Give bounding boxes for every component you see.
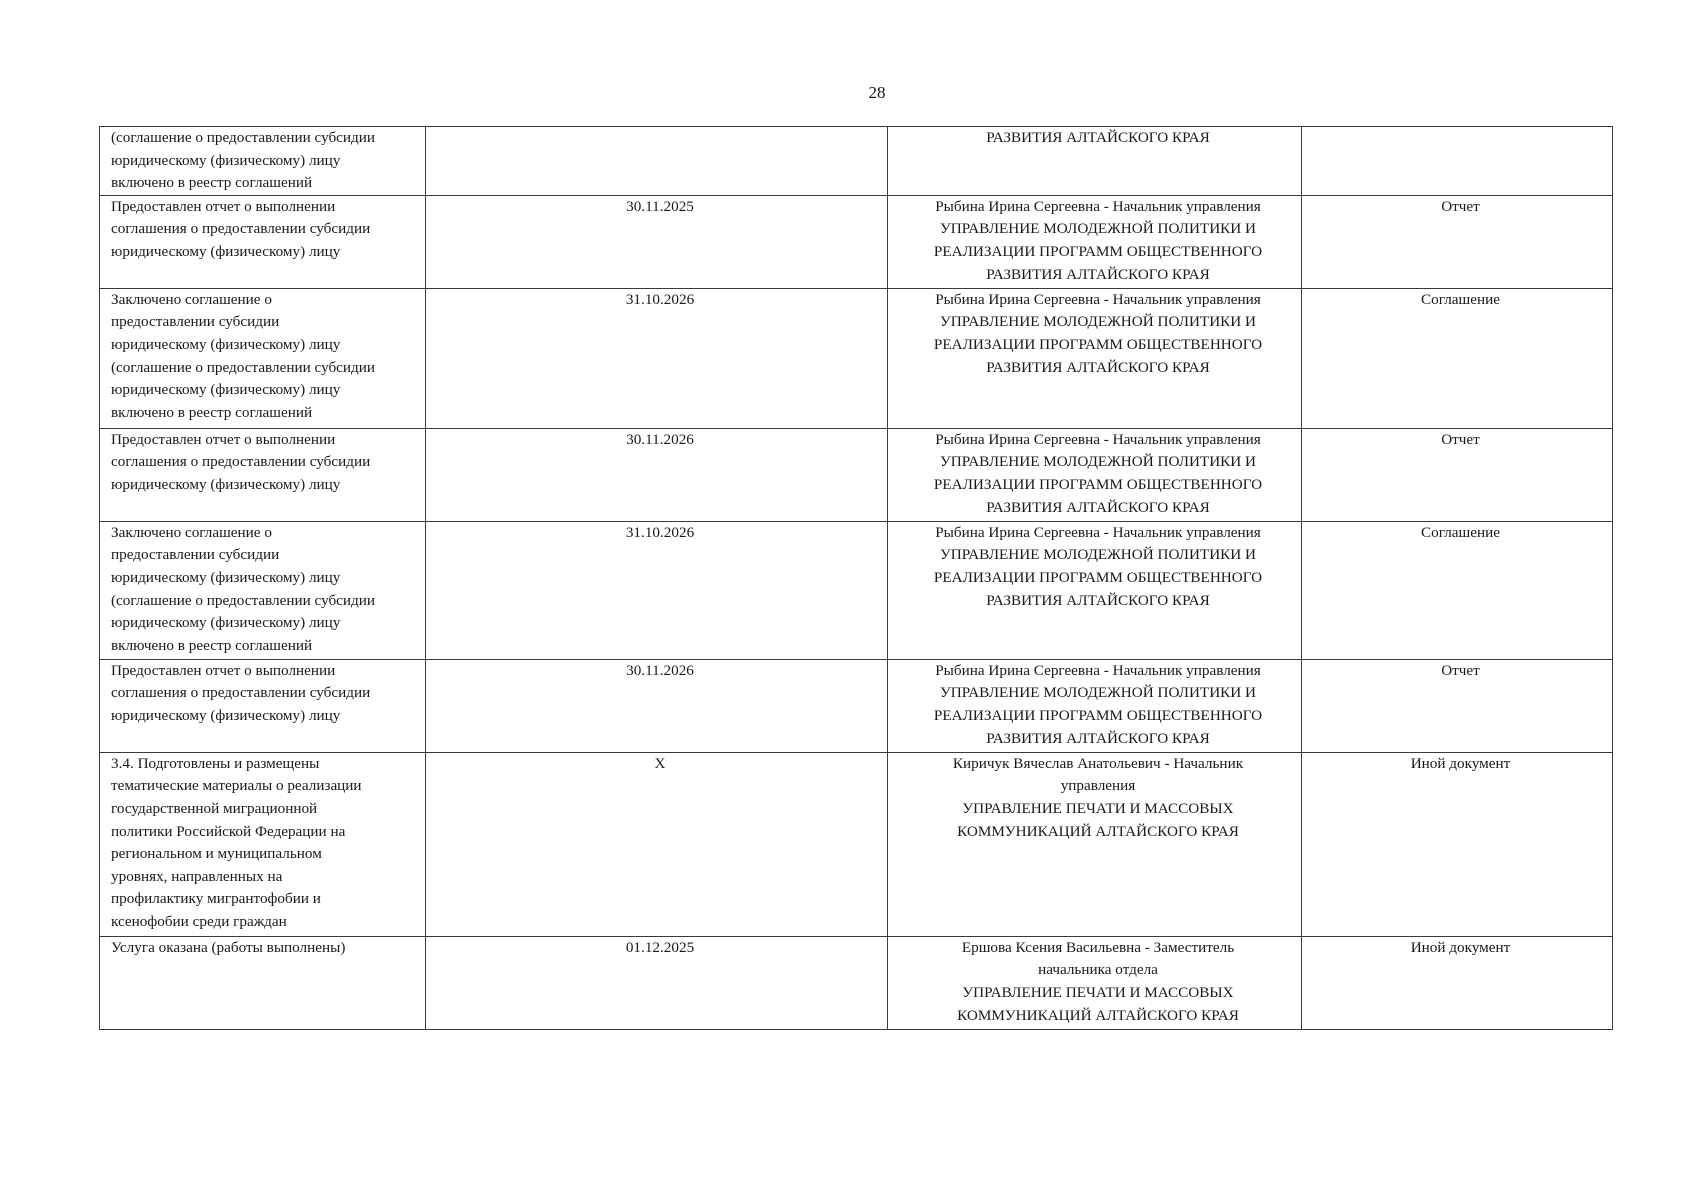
document-type-cell: Иной документ [1302,752,1613,936]
responsible-org: УПРАВЛЕНИЕ ПЕЧАТИ И МАССОВЫХ КОММУНИКАЦИЙ АЛТАЙСКОГО КРАЯ [957,799,1239,840]
table-row [100,752,1613,936]
event-cell [100,288,426,428]
table-row [100,521,1613,659]
responsible-person: Рыбина Ирина Сергеевна - Начальник управления [935,290,1261,308]
event-text: Заключено соглашение о предоставлении субсидии юридическому (физическому) лицу (соглашение о предоставлении субсидии юридическому (физическому) лицу включено в реестр соглашений [111,290,376,421]
responsible-org: УПРАВЛЕНИЕ ПЕЧАТИ И МАССОВЫХ КОММУНИКАЦИЙ АЛТАЙСКОГО КРАЯ [957,983,1239,1024]
event-cell [100,127,426,196]
responsible-person: Рыбина Ирина Сергеевна - Начальник управления [935,523,1261,541]
event-cell [100,936,426,1029]
responsible-org: УПРАВЛЕНИЕ МОЛОДЕЖНОЙ ПОЛИТИКИ И РЕАЛИЗАЦИИ ПРОГРАММ ОБЩЕСТВЕННОГО РАЗВИТИЯ АЛТАЙСКОГО КРАЯ [933,546,1263,609]
responsible-cell [888,195,1302,288]
document-type-cell: Отчет [1302,195,1613,288]
responsible-person: Рыбина Ирина Сергеевна - Начальник управления [935,430,1261,448]
page-number: 28 [868,83,886,102]
responsible-cell [888,127,1302,196]
responsible-org: УПРАВЛЕНИЕ МОЛОДЕЖНОЙ ПОЛИТИКИ И РЕАЛИЗАЦИИ ПРОГРАММ ОБЩЕСТВЕННОГО РАЗВИТИЯ АЛТАЙСКОГО КРАЯ [933,313,1263,376]
date-cell: 01.12.2025 [426,936,888,1029]
event-text: Предоставлен отчет о выполнении соглашения о предоставлении субсидии юридическому (физическому) лицу [111,661,371,724]
date-cell: X [426,752,888,936]
date-cell: 31.10.2026 [426,521,888,659]
event-text: (соглашение о предоставлении субсидии юридическому (физическому) лицу включено в реестр соглашений [111,129,376,192]
table-row [100,195,1613,288]
responsible-person: Рыбина Ирина Сергеевна - Начальник управления [935,661,1261,679]
table-row [100,428,1613,521]
document-type-cell: Иной документ [1302,936,1613,1029]
event-cell [100,752,426,936]
responsible-cell [888,752,1302,936]
event-cell [100,428,426,521]
responsible-cell [888,428,1302,521]
responsible-person: Рыбина Ирина Сергеевна - Начальник управления [935,197,1261,215]
event-cell [100,659,426,752]
document-type-cell [1302,127,1613,196]
table-row [100,288,1613,428]
responsible-person: Киричук Вячеслав Анатольевич - Начальник управления [952,754,1244,795]
responsible-org: УПРАВЛЕНИЕ МОЛОДЕЖНОЙ ПОЛИТИКИ И РЕАЛИЗАЦИИ ПРОГРАММ ОБЩЕСТВЕННОГО РАЗВИТИЯ АЛТАЙСКОГО КРАЯ [933,684,1263,747]
document-type-cell: Отчет [1302,428,1613,521]
responsible-cell [888,521,1302,659]
responsible-org: РАЗВИТИЯ АЛТАЙСКОГО КРАЯ [986,129,1210,146]
document-type-cell: Отчет [1302,659,1613,752]
responsible-org: УПРАВЛЕНИЕ МОЛОДЕЖНОЙ ПОЛИТИКИ И РЕАЛИЗАЦИИ ПРОГРАММ ОБЩЕСТВЕННОГО РАЗВИТИЯ АЛТАЙСКОГО КРАЯ [933,220,1263,283]
responsible-cell [888,936,1302,1029]
responsible-person: Ершова Ксения Васильевна - Заместитель начальника отдела [961,938,1235,979]
responsible-org: УПРАВЛЕНИЕ МОЛОДЕЖНОЙ ПОЛИТИКИ И РЕАЛИЗАЦИИ ПРОГРАММ ОБЩЕСТВЕННОГО РАЗВИТИЯ АЛТАЙСКОГО КРАЯ [933,453,1263,516]
table-row [100,127,1613,196]
date-cell: 30.11.2025 [426,195,888,288]
document-type-cell: Соглашение [1302,288,1613,428]
responsible-cell [888,288,1302,428]
date-cell [426,127,888,196]
document-type-cell: Соглашение [1302,521,1613,659]
date-cell: 30.11.2026 [426,428,888,521]
event-cell [100,521,426,659]
event-text: Предоставлен отчет о выполнении соглашения о предоставлении субсидии юридическому (физическому) лицу [111,197,371,260]
plan-table [99,126,1613,1030]
responsible-cell [888,659,1302,752]
event-text: Предоставлен отчет о выполнении соглашения о предоставлении субсидии юридическому (физическому) лицу [111,430,371,493]
event-text: Услуга оказана (работы выполнены) [111,938,346,956]
date-cell: 31.10.2026 [426,288,888,428]
event-text: 3.4. Подготовлены и размещены тематические материалы о реализации государственной миграционной политики Российской Федерации на региональном и муниципальном уровнях, направленных на профилактику мигрантофобии и ксенофобии среди граждан [111,754,362,930]
table-row [100,936,1613,1029]
table-row [100,659,1613,752]
event-cell [100,195,426,288]
date-cell: 30.11.2026 [426,659,888,752]
event-text: Заключено соглашение о предоставлении субсидии юридическому (физическому) лицу (соглашение о предоставлении субсидии юридическому (физическому) лицу включено в реестр соглашений [111,523,376,654]
